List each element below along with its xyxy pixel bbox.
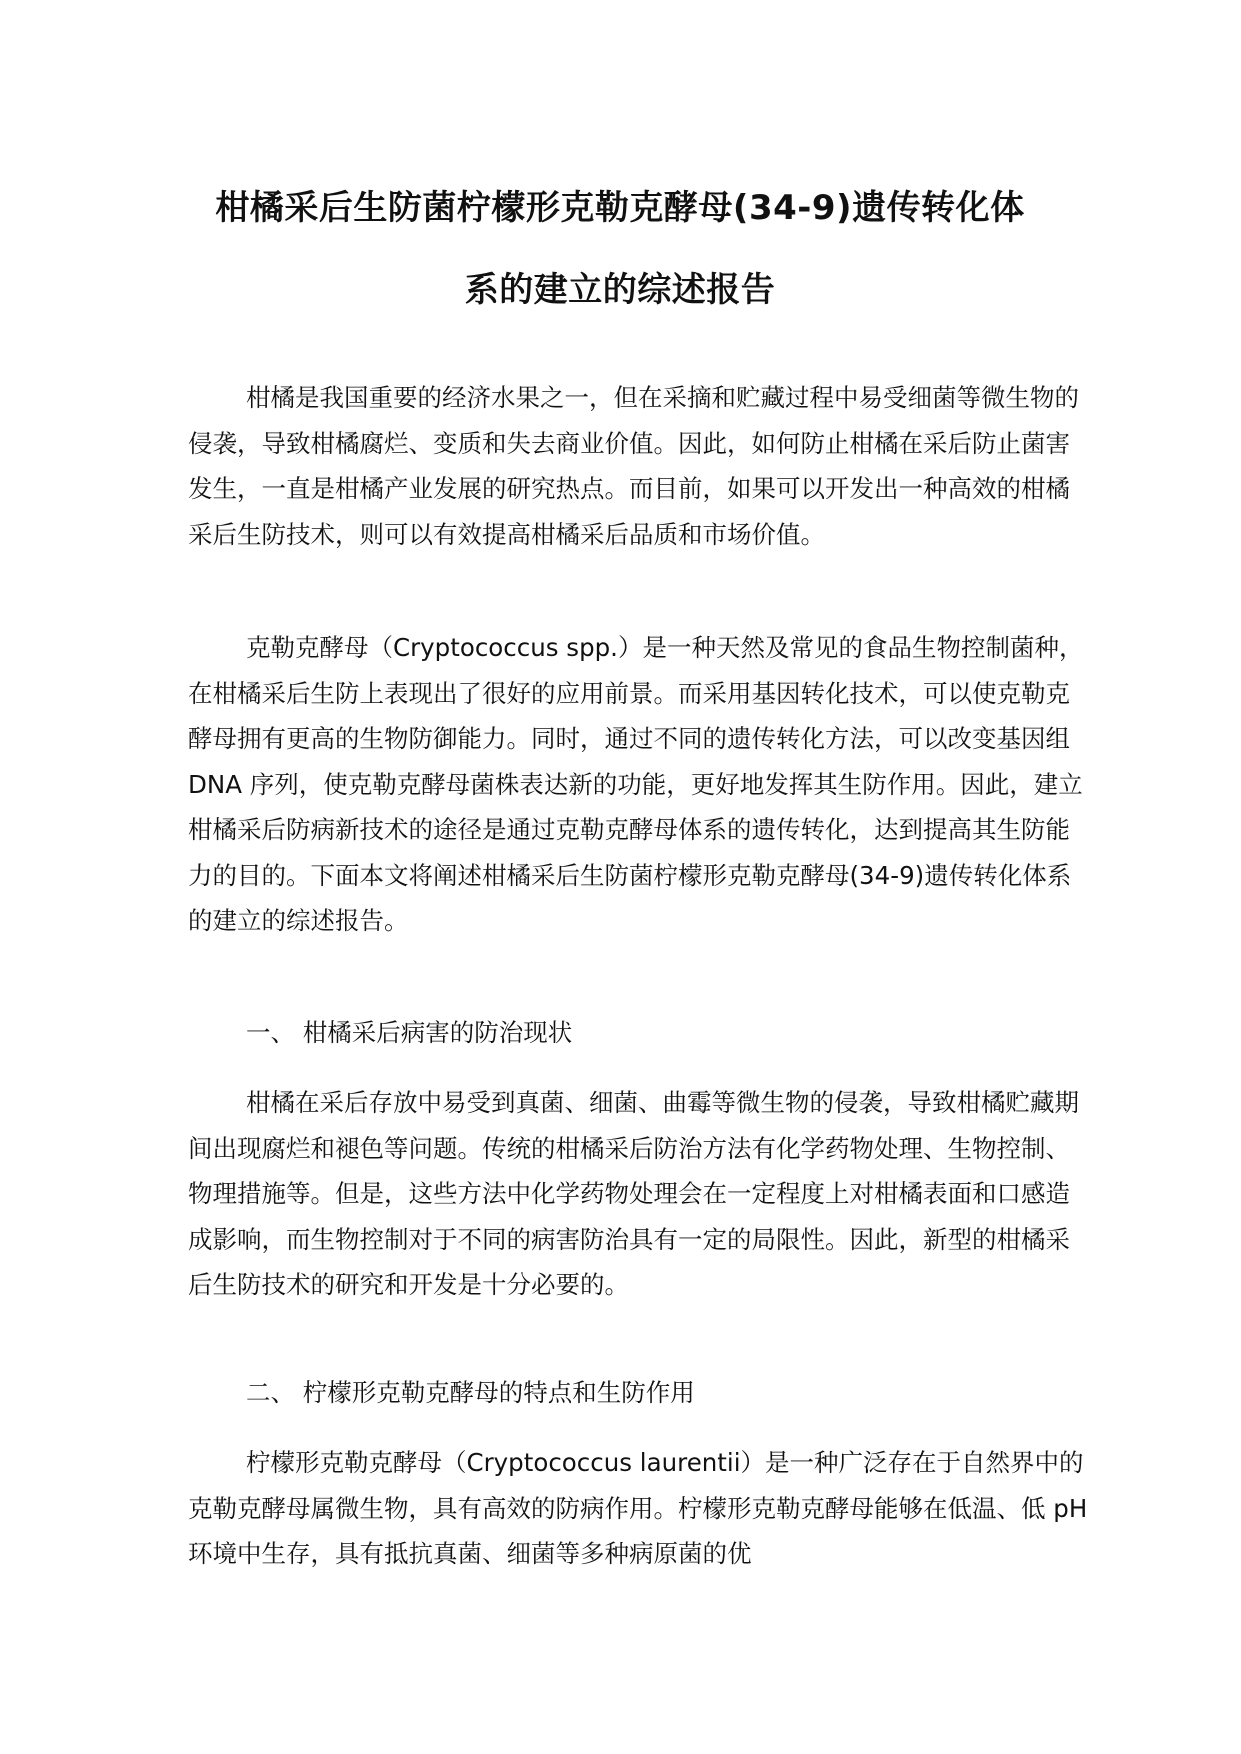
section-heading-2: 二、 柠檬形克勒克酵母的特点和生防作用 [246, 1378, 695, 1407]
paragraph-cryptococcus: 克勒克酵母（Cryptococcus spp.）是一种天然及常见的食品生物控制菌种，在柑橘采后生防上表现出了很好的应用前景。而采用基因转化技术，可以使克勒克酵母拥有更高的生物防御能力。同时，通过不同的遗传转化方法，可以改变基因组 DNA 序列，使克勒克酵母菌株表达新的功能，更好地发挥其生防作用。因此，建立柑橘采后防病新技术的途径是通过克勒克酵母体系的遗传转化，达到提高其生防能力的目的。下面本文将阐述柑橘采后生防菌柠檬形克勒克酵母(34-9)遗传转化体系的建立的综述报告。 [188, 633, 1084, 935]
document-title-line-2: 系的建立的综述报告 [464, 270, 776, 310]
section-heading-block-1 [188, 1010, 1088, 1056]
paragraph-intro: 柑橘是我国重要的经济水果之一，但在采摘和贮藏过程中易受细菌等微生物的侵袭，导致柑橘腐烂、变质和失去商业价值。因此，如何防止柑橘在采后防止菌害发生，一直是柑橘产业发展的研究热点。而目前，如果可以开发出一种高效的柑橘采后生防技术，则可以有效提高柑橘采后品质和市场价值。 [188, 383, 1079, 549]
paragraph-laurentii: 柠檬形克勒克酵母（Cryptococcus laurentii）是一种广泛存在于自然界中的克勒克酵母属微生物，具有高效的防病作用。柠檬形克勒克酵母能够在低温、低 pH 环境中生存，具有抵抗真菌、细菌等多种病原菌的优 [188, 1448, 1088, 1568]
paragraph-block-1 [188, 375, 1088, 557]
paragraph-block-3 [188, 1080, 1088, 1308]
section-heading-block-2 [188, 1370, 1088, 1416]
section-heading-1: 一、 柑橘采后病害的防治现状 [246, 1018, 573, 1047]
document-title-line-1: 柑橘采后生防菌柠檬形克勒克酵母(34-9)遗传转化体 [215, 188, 1025, 228]
paragraph-block-4 [188, 1440, 1088, 1577]
paragraph-block-2 [188, 625, 1088, 944]
paragraph-current-status: 柑橘在采后存放中易受到真菌、细菌、曲霉等微生物的侵袭，导致柑橘贮藏期间出现腐烂和褪色等问题。传统的柑橘采后防治方法有化学药物处理、生物控制、物理措施等。但是，这些方法中化学药物处理会在一定程度上对柑橘表面和口感造成影响，而生物控制对于不同的病害防治具有一定的局限性。因此，新型的柑橘采后生防技术的研究和开发是十分必要的。 [188, 1088, 1079, 1299]
